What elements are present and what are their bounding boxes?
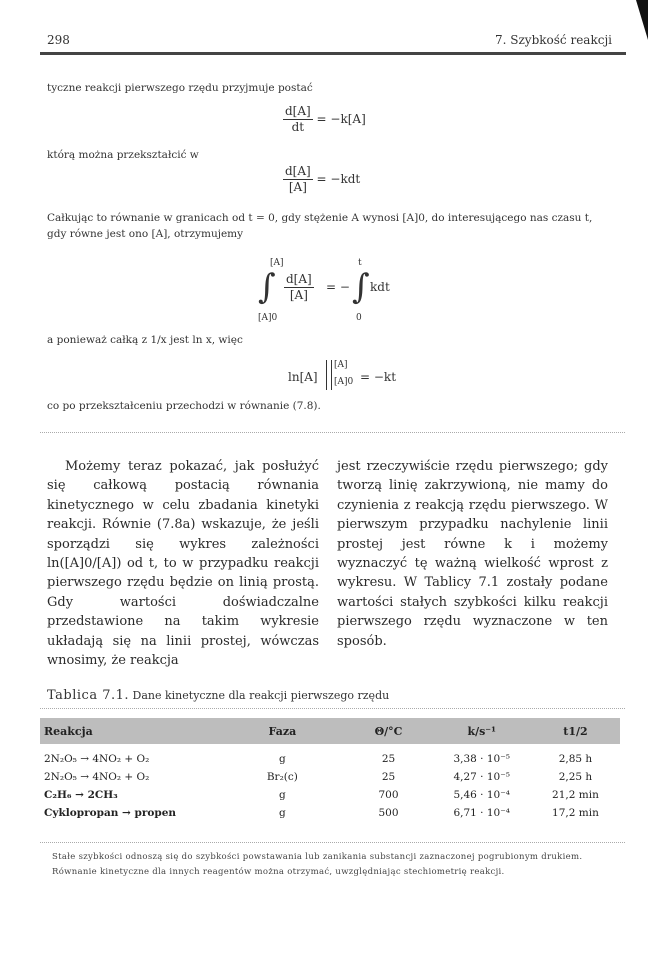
page-corner-mark <box>636 0 648 40</box>
body-column-left <box>47 457 319 670</box>
eq4-lower: [A]0 <box>334 377 354 387</box>
col-header-reaction: Reakcja <box>40 718 220 744</box>
eq3-rhs: kdt <box>370 280 390 294</box>
body-column-right <box>337 457 608 651</box>
table-footnote: Stałe szybkości odnoszą się do szybkości powstawania lub zanikania substancji zaznaczonej pogrubionym drukiem. Równanie kinetyczne dla innych reagentów można otrzymać, uwzględniając stechiometrię reakcji. <box>52 852 583 877</box>
cell-half-life: 17,2 min <box>552 807 599 819</box>
eq3-upper-limit-1: [A] <box>270 258 284 268</box>
col-header-temperature: Θ/°C <box>344 718 432 744</box>
table-row <box>40 768 620 786</box>
running-header: 7. Szybkość reakcji <box>495 33 612 47</box>
table-row <box>40 750 620 768</box>
cell-half-life: 2,25 h <box>558 771 593 783</box>
cell-phase: g <box>278 807 286 819</box>
integral-sign-2-icon: ∫ <box>352 267 370 307</box>
table-caption <box>47 688 389 703</box>
eq2-rhs: = −kdt <box>316 172 361 186</box>
table-row <box>40 804 620 822</box>
cell-half-life: 21,2 min <box>552 789 599 801</box>
equation-2 <box>283 164 360 195</box>
kinetics-table <box>40 718 620 822</box>
intro-line-1: tyczne reakcji pierwszego rzędu przyjmuje postać <box>47 82 313 94</box>
eq3-numerator: d[A] <box>286 272 312 286</box>
eq1-denominator: dt <box>291 120 305 134</box>
eq3-denominator: [A] <box>289 288 308 302</box>
equation-4 <box>288 360 418 394</box>
cell-phase: Br₂(c) <box>266 771 298 783</box>
table-header-row <box>40 718 620 744</box>
eq3-lower-limit-1: [A]0 <box>258 313 278 323</box>
intro-line-4: co po przekształceniu przechodzi w równanie (7.8). <box>47 400 321 412</box>
col-header-phase: Faza <box>220 718 344 744</box>
intro-line-2: którą można przekształcić w <box>47 149 199 161</box>
cell-temperature: 500 <box>378 807 399 819</box>
table-title: Dane kinetyczne dla reakcji pierwszego rzędu <box>132 689 390 702</box>
cell-rate-constant: 4,27 · 10⁻⁵ <box>453 771 510 783</box>
cell-temperature: 25 <box>381 771 396 783</box>
header-rule <box>40 52 626 55</box>
eq4-rhs: = −kt <box>360 370 397 384</box>
intro-paragraph: Całkując to równanie w granicach od t = 0, gdy stężenie A wynosi [A]0, do interesującego nas czasu t, gdy równe jest ono [A], otrzymujemy <box>47 212 593 240</box>
eval-bar-icon <box>326 360 332 390</box>
eq2-denominator: [A] <box>288 180 307 194</box>
eq3-mid: = − <box>326 280 350 294</box>
eq4-lhs: ln[A] <box>288 370 318 384</box>
cell-temperature: 700 <box>378 789 399 801</box>
col-header-half-life: t1/2 <box>531 718 620 744</box>
equation-3 <box>258 258 408 322</box>
table-label: Tablica 7.1. <box>47 688 130 703</box>
cell-reaction: Cyklopropan → propen <box>44 807 177 819</box>
body-paragraph-right: jest rzeczywiście rzędu pierwszego; gdy tworzą linię zakrzywioną, nie mamy do czynienia z reakcją rzędu pierwszego. W pierwszym przypadku nachylenie linii prostej jest równe k i możemy wyznaczyć tę ważną wielkość wprost z wykresu. W Tablicy 7.1 zostały podane wartości stałych szybkości kilku reakcji pierwszego rzędu wyznaczone w ten sposób. <box>337 459 608 649</box>
eq2-numerator: d[A] <box>285 164 311 178</box>
intro-line-3: a ponieważ całką z 1/x jest ln x, więc <box>47 334 243 346</box>
section-divider <box>40 432 625 433</box>
table-row <box>40 786 620 804</box>
table-top-rule <box>40 708 625 709</box>
cell-phase: g <box>278 753 286 765</box>
cell-temperature: 25 <box>381 753 396 765</box>
cell-reaction: 2N₂O₅ → 4NO₂ + O₂ <box>44 771 150 783</box>
table-bottom-rule <box>40 842 625 843</box>
eq4-upper: [A] <box>334 360 348 370</box>
eq1-rhs: = −k[A] <box>316 112 366 126</box>
cell-rate-constant: 6,71 · 10⁻⁴ <box>453 807 510 819</box>
cell-rate-constant: 5,46 · 10⁻⁴ <box>453 789 510 801</box>
eq3-upper-limit-2: t <box>358 258 362 268</box>
equation-1 <box>283 104 366 135</box>
cell-reaction: C₂H₆ → 2CH₃ <box>44 789 118 801</box>
integral-sign-icon: ∫ <box>258 267 276 307</box>
eq3-lower-limit-2: 0 <box>356 313 362 323</box>
eq1-numerator: d[A] <box>285 104 311 118</box>
body-paragraph-left: Możemy teraz pokazać, jak posłużyć się całkową postacią równania kinetycznego w celu zbadania kinetyki reakcji. Równie (7.8a) wskazuje, że jeśli sporządzi się wykres zależności ln([A]0/[A]) od t, to w przypadku reakcji pierwszego rzędu będzie on linią prostą. Gdy wartości doświadczalne przedstawione na takim wykresie układają się na linii prostej, wówczas wnosimy, że reakcja <box>47 459 319 669</box>
cell-half-life: 2,85 h <box>558 753 593 765</box>
cell-rate-constant: 3,38 · 10⁻⁵ <box>453 753 510 765</box>
page-number: 298 <box>47 33 70 47</box>
cell-reaction: 2N₂O₅ → 4NO₂ + O₂ <box>44 753 150 765</box>
col-header-rate-constant: k/s⁻¹ <box>433 718 531 744</box>
cell-phase: g <box>278 789 286 801</box>
